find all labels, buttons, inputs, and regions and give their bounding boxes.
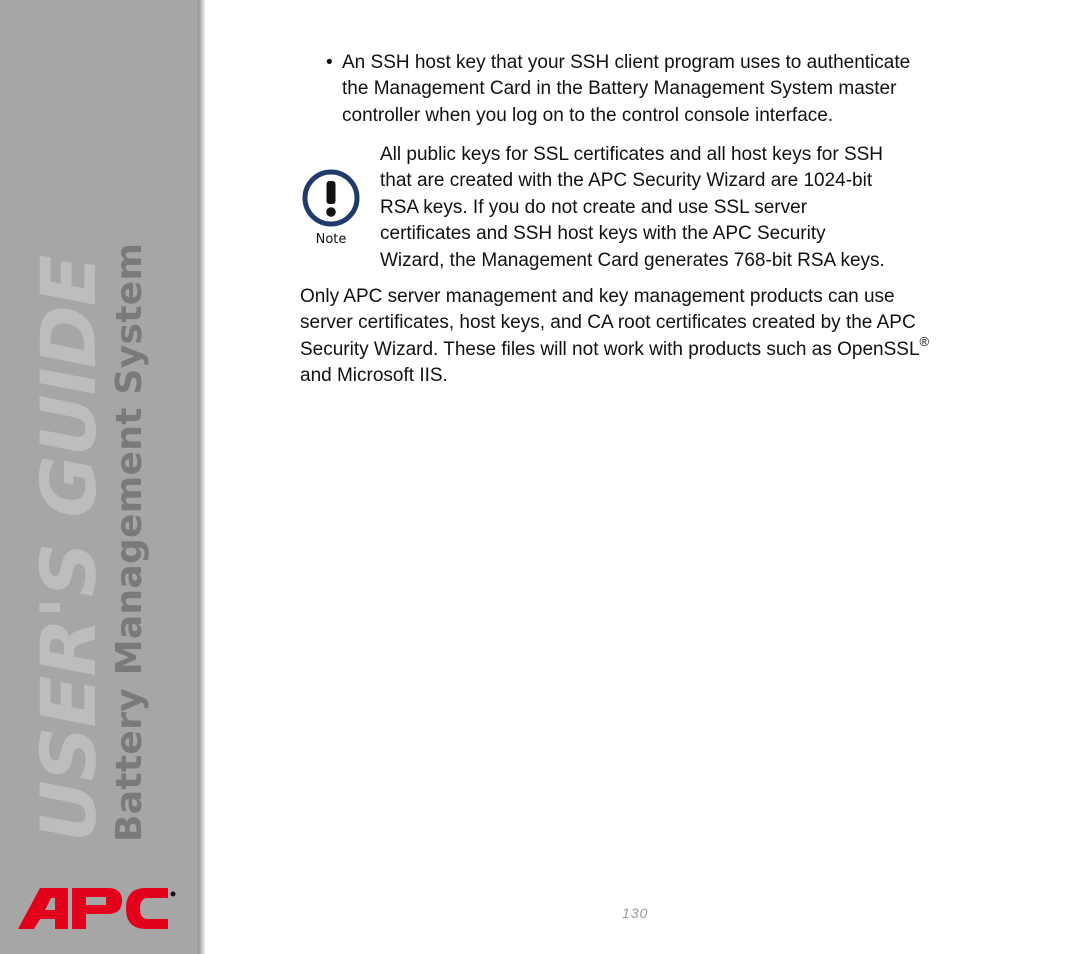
paragraph-line: and Microsoft IIS. (300, 365, 448, 387)
note-line: Wizard, the Management Card generates 768-bit RSA keys. (380, 249, 885, 271)
note-line: that are created with the APC Security Wizard are 1024-bit (380, 170, 873, 192)
paragraph-line (300, 333, 980, 363)
sidebar-edge (198, 0, 205, 954)
note-line: RSA keys. If you do not create and use SSL server (380, 196, 808, 218)
bullet-line: the Management Card in the Battery Management System master (342, 78, 897, 100)
bullet-item (326, 50, 966, 129)
sidebar (0, 0, 198, 954)
note-line: certificates and SSH host keys with the APC Security (380, 223, 826, 245)
bullet-text (342, 50, 966, 129)
guide-subtitle: Battery Management System (109, 242, 150, 842)
svg-text:Note: Note (315, 232, 347, 247)
note-icon (300, 167, 362, 247)
registered-mark: ® (919, 333, 930, 349)
paragraph-line: Only APC server management and key management products can use (300, 286, 895, 307)
apc-logo (18, 886, 178, 930)
page-number: 130 (622, 905, 649, 921)
paragraph-line-text: Security Wizard. These files will not work with products such as OpenSSL (300, 338, 920, 360)
note-line: All public keys for SSL certificates and all host keys for SSH (380, 144, 884, 165)
bullet-mark: • (326, 52, 333, 73)
paragraph-line: server certificates, host keys, and CA root certificates created by the APC (300, 312, 916, 334)
body-paragraph (300, 284, 980, 390)
bullet-line: An SSH host key that your SSH client program uses to authenticate (342, 52, 911, 73)
guide-title: USER'S GUIDE (24, 255, 113, 842)
note-text (380, 142, 940, 274)
bullet-line: controller when you log on to the control console interface. (342, 104, 834, 126)
